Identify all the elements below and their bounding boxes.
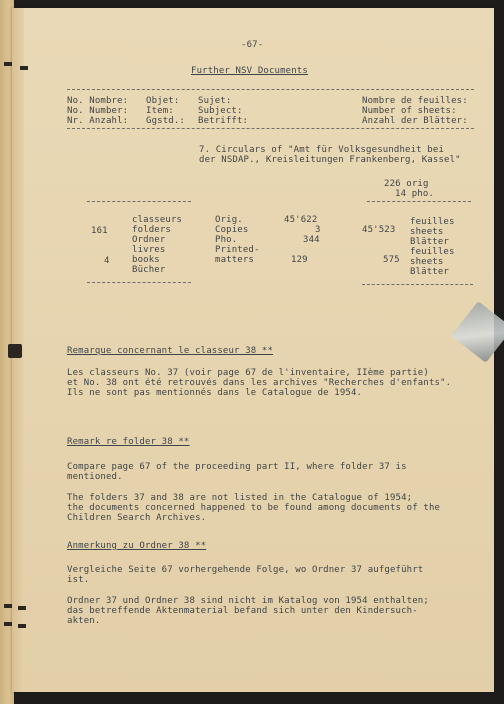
- binding-mark: [20, 66, 28, 70]
- header-item-label: Objet:: [146, 96, 180, 106]
- section-title-french: Remarque concernant le classeur 38 **: [67, 346, 274, 356]
- entry-sheet-count: 14 pho.: [395, 189, 434, 199]
- summary-sheet-label: feuilles: [410, 217, 455, 227]
- section-text: et No. 38 ont été retrouvés dans les archives "Recherches d'enfants".: [67, 378, 452, 388]
- summary-sheet-total: 575: [383, 255, 400, 265]
- entry-subject: der NSDAP., Kreisleitungen Frankenberg, Kassel": [199, 155, 461, 165]
- header-number-label: No. Number:: [67, 106, 129, 116]
- header-subject-label: Sujet:: [198, 96, 232, 106]
- summary-bottom-rule: [87, 282, 191, 283]
- section-text: Children Search Archives.: [67, 513, 207, 523]
- summary-type-value: 344: [303, 235, 320, 245]
- entry-subject: 7. Circulars of "Amt für Volksgesundheit bei: [199, 145, 445, 155]
- summary-top-rule: [87, 201, 191, 202]
- section-text: Vergleiche Seite 67 vorhergehende Folge, wo Ordner 37 aufgeführt: [67, 565, 424, 575]
- summary-type: Orig.: [215, 215, 243, 225]
- summary-bottom-rule: [362, 284, 473, 285]
- summary-type-value: 3: [315, 225, 321, 235]
- summary-type-value: 45'622: [284, 215, 318, 225]
- header-sheets-label: Anzahl der Blätter:: [362, 116, 468, 126]
- page-number: -67-: [241, 40, 264, 50]
- section-text: Compare page 67 of the proceeding part II, where folder 37 is: [67, 462, 407, 472]
- summary-sheet-label: sheets: [410, 227, 444, 237]
- summary-sheet-label: Blätter: [410, 267, 449, 277]
- section-text: das betreffende Aktenmaterial befand sich unter den Kindersuch-: [67, 606, 418, 616]
- summary-type: matters: [215, 255, 254, 265]
- summary-unit: books: [132, 255, 160, 265]
- section-text: ist.: [67, 575, 90, 585]
- page-heading: Further NSV Documents: [191, 66, 308, 76]
- summary-unit: classeurs: [132, 215, 183, 225]
- top-divider: [67, 89, 474, 90]
- summary-unit: livres: [132, 245, 166, 255]
- section-text: Les classeurs No. 37 (voir page 67 de l'inventaire, IIème partie): [67, 368, 429, 378]
- header-sheets-label: Number of sheets:: [362, 106, 457, 116]
- summary-type-value: 129: [291, 255, 308, 265]
- summary-sheet-label: Blätter: [410, 237, 449, 247]
- header-item-label: Item:: [146, 106, 174, 116]
- header-number-label: No. Nombre:: [67, 96, 129, 106]
- section-text: Ils ne sont pas mentionnés dans le Catalogue de 1954.: [67, 388, 363, 398]
- binding-mark: [4, 622, 12, 626]
- section-text: the documents concerned happened to be found among documents of the: [67, 503, 441, 513]
- binding-mark: [18, 624, 26, 628]
- summary-type: Printed-: [215, 245, 260, 255]
- binding-mark: [4, 62, 12, 66]
- section-text: mentioned.: [67, 472, 123, 482]
- summary-unit: folders: [132, 225, 171, 235]
- summary-unit: Ordner: [132, 235, 166, 245]
- section-text: The folders 37 and 38 are not listed in the Catalogue of 1954;: [67, 493, 413, 503]
- header-number-label: Nr. Anzahl:: [67, 116, 129, 126]
- section-title-german: Anmerkung zu Ordner 38 **: [67, 541, 207, 551]
- entry-sheet-count: 226 orig: [384, 179, 429, 189]
- summary-type: Pho.: [215, 235, 238, 245]
- summary-top-rule: [367, 201, 471, 202]
- header-sheets-label: Nombre de feuilles:: [362, 96, 468, 106]
- summary-unit: Bücher: [132, 265, 166, 275]
- punch-hole: [8, 344, 22, 358]
- summary-sheet-total: 45'523: [362, 225, 396, 235]
- summary-count: 4: [104, 256, 110, 266]
- section-text: akten.: [67, 616, 101, 626]
- header-divider: [67, 128, 474, 129]
- binding-mark: [18, 606, 26, 610]
- summary-type: Copies: [215, 225, 249, 235]
- header-item-label: Ggstd.:: [146, 116, 185, 126]
- header-subject-label: Subject:: [198, 106, 243, 116]
- section-title-english: Remark re folder 38 **: [67, 437, 190, 447]
- binding-mark: [4, 604, 12, 608]
- header-subject-label: Betrifft:: [198, 116, 249, 126]
- section-text: Ordner 37 und Ordner 38 sind nicht im Katalog von 1954 enthalten;: [67, 596, 429, 606]
- summary-sheet-label: feuilles: [410, 247, 455, 257]
- summary-count: 161: [91, 226, 108, 236]
- summary-sheet-label: sheets: [410, 257, 444, 267]
